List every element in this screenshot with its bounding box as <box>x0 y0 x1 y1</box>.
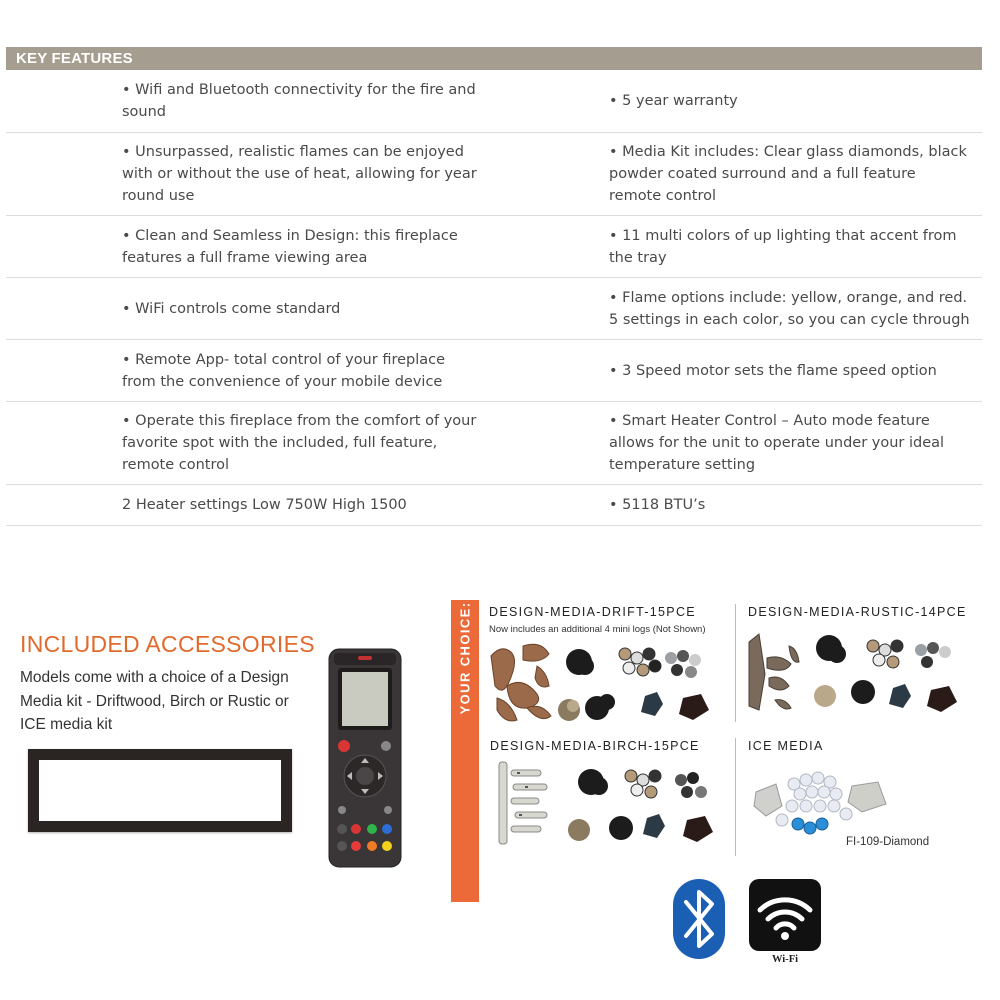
table-row <box>6 216 982 278</box>
kit-title-drift: DESIGN-MEDIA-DRIFT-15PCE <box>489 605 696 619</box>
feature-left: • Remote App- total control of your fireplace from the convenience of your mobile device <box>122 351 446 390</box>
divider <box>735 738 736 856</box>
feature-right: • 5118 BTU’s <box>609 497 706 513</box>
table-row <box>6 340 982 402</box>
bluetooth-icon <box>672 878 726 960</box>
wifi-icon <box>748 878 822 952</box>
kit-subtitle-drift: Now includes an additional 4 mini logs (Not Shown) <box>489 624 706 635</box>
remote-control-image <box>328 648 402 868</box>
feature-left: 2 Heater settings Low 750W High 1500 <box>122 497 407 513</box>
diamond-label: FI-109-Diamond <box>846 836 930 848</box>
your-choice-label: YOUR CHOICE: <box>457 601 473 715</box>
birch-media-image <box>495 758 725 850</box>
black-surround-image <box>28 749 292 832</box>
kit-title-birch: DESIGN-MEDIA-BIRCH-15PCE <box>490 739 700 753</box>
table-row <box>6 278 982 340</box>
table-row <box>6 70 982 133</box>
feature-right: • 5 year warranty <box>609 93 738 109</box>
kit-title-ice: ICE MEDIA <box>748 739 824 753</box>
divider <box>735 604 736 722</box>
feature-left: • Clean and Seamless in Design: this fireplace features a full frame viewing area <box>122 227 458 266</box>
feature-left: • Operate this fireplace from the comfort of your favorite spot with the included, full feature, remote control <box>122 413 477 473</box>
feature-left: • WiFi controls come standard <box>122 300 341 317</box>
table-row <box>6 402 982 485</box>
table-row <box>6 485 982 526</box>
feature-right: • Media Kit includes: Clear glass diamonds, black powder coated surround and a full feature remote control <box>609 144 967 204</box>
feature-left: • Wifi and Bluetooth connectivity for the fire and sound <box>122 82 476 120</box>
feature-right: • Smart Heater Control – Auto mode feature allows for the unit to operate under your ideal temperature setting <box>609 413 945 473</box>
table-row <box>6 133 982 216</box>
feature-right: • 3 Speed motor sets the flame speed option <box>609 362 937 379</box>
kit-title-rustic: DESIGN-MEDIA-RUSTIC-14PCE <box>748 605 967 619</box>
key-features-table <box>6 70 982 526</box>
accessories-title: INCLUDED ACCESSORIES <box>20 631 315 657</box>
wifi-caption: Wi-Fi <box>771 954 799 965</box>
drift-media-image <box>487 636 727 728</box>
ice-media-image <box>752 762 892 838</box>
key-features-header: KEY FEATURES <box>6 47 982 70</box>
feature-right: • 11 multi colors of up lighting that accent from the tray <box>609 227 957 266</box>
feature-right: • Flame options include: yellow, orange, and red. 5 settings in each color, so you can cycle through <box>609 289 970 328</box>
rustic-media-image <box>745 628 965 716</box>
feature-left: • Unsurpassed, realistic flames can be enjoyed with or without the use of heat, allowing for year round use <box>122 144 477 204</box>
accessories-description: Models come with a choice of a Design Media kit - Driftwood, Birch or Rustic or ICE media kit <box>20 669 289 733</box>
